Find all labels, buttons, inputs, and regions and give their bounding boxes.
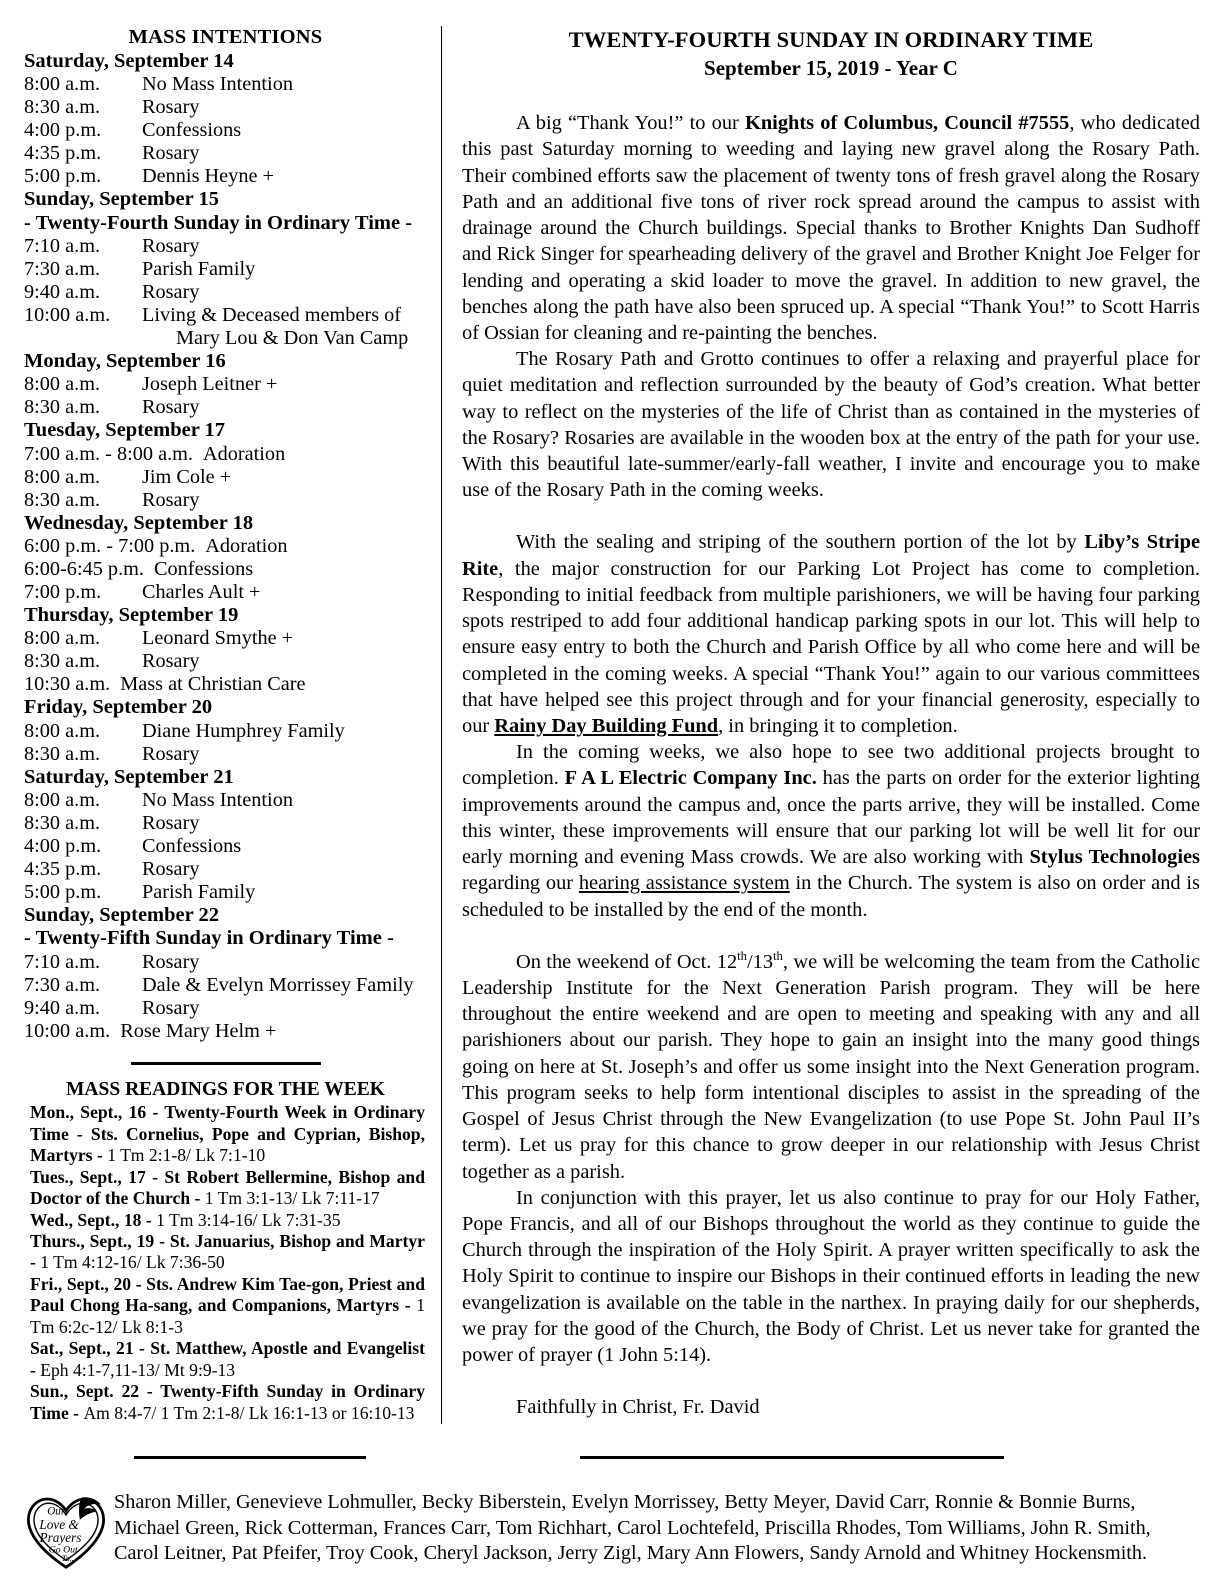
prayer-names-list — [114, 1490, 1200, 1567]
page-title: TWENTY-FOURTH SUNDAY IN ORDINARY TIME — [568, 27, 1094, 52]
mass-reading-item — [24, 1338, 427, 1381]
mass-entry-time: 10:30 a.m. — [24, 673, 111, 696]
mass-entry-row — [24, 396, 427, 419]
paragraph-run: In the coming weeks, we also hope to see two additional projects brought to completion. — [462, 741, 1200, 790]
footer-divider-left — [134, 1456, 366, 1459]
mass-entry-row — [24, 443, 427, 466]
mass-entry-row — [24, 535, 427, 558]
paragraph-run: regarding our — [462, 872, 579, 895]
mass-entry-event: Joseph Leitner + — [142, 373, 278, 396]
mass-entry-time: 7:00 a.m. - 8:00 a.m. — [24, 442, 193, 465]
mass-entry-time: 8:30 a.m. — [24, 812, 101, 835]
paragraph-run: The Rosary Path and Grotto continues to offer a relaxing and prayerful place for quiet meditation and reflection surrounded by the beauty of God’s creation. What better way to reflect on the mysteries of the life of Christ than as contained in the mysteries of the Rosary? Rosaries are available in the wooden box at the entry of the path for your use. With this beautiful late-summer/early-fall weather, I invite and encourage you to make use of the Rosary Path in the coming weeks. — [462, 348, 1200, 502]
mass-entry-event: Rosary — [142, 858, 200, 881]
paragraph-run: has the parts on order for the exterior lighting improvements around the campus and, once the parts arrive, they will be installed. Come this winter, these improvements will ensure that our parking lot will be well lit for our early morning and evening Mass crowds. We are also working with — [462, 767, 1200, 869]
mass-readings-list — [24, 1102, 427, 1424]
mass-entry-time: 8:30 a.m. — [24, 396, 101, 419]
svg-text:Go Out: Go Out — [48, 1544, 78, 1556]
mass-entry-event: Adoration — [202, 442, 286, 465]
mass-entry-event: Rosary — [142, 96, 200, 119]
mass-day-heading: Tuesday, September 17 — [24, 419, 226, 442]
mass-entry-row — [24, 581, 427, 604]
mass-day-heading: Saturday, September 21 — [24, 765, 234, 788]
mass-reading-label: Tues., Sept., 17 - St Robert Bellermine, Bishop and Doctor of the Church - — [30, 1166, 425, 1209]
mass-entry-continuation: Mary Lou & Don Van Camp — [176, 327, 409, 350]
bulletin-article-column — [442, 26, 1200, 1420]
mass-entry-time: 7:30 a.m. — [24, 257, 101, 280]
svg-text:Prayers: Prayers — [39, 1530, 82, 1546]
mass-entry-row — [24, 142, 427, 165]
knights-paragraph — [462, 110, 1200, 346]
mass-entry-event: Rosary — [142, 280, 200, 303]
mass-entry-row — [24, 258, 427, 281]
mass-reading-label: Sun., Sept. 22 - Twenty-Fifth Sunday in Ordinary Time - — [30, 1381, 425, 1423]
mass-reading-label: Mon., Sept., 16 - Twenty-Fourth Week in Ordinary Time - Sts. Cornelius, Pope and Cyprian, Bishop, Martyrs - — [30, 1102, 425, 1166]
paragraph-run: A big “Thank You!” to our — [516, 112, 745, 135]
mass-entry-event: Mass at Christian Care — [120, 673, 306, 696]
prayer-list-body — [24, 1490, 1200, 1570]
mass-entry-row — [24, 489, 427, 512]
mass-entry-row — [24, 881, 427, 904]
mass-day-heading: Friday, September 20 — [24, 696, 213, 719]
mass-entry-time: 4:35 p.m. — [24, 142, 102, 165]
mass-intentions-column — [24, 26, 442, 1424]
mass-reading-item — [24, 1231, 427, 1274]
paragraph-run: th — [737, 948, 747, 963]
mass-entry-event: Jim Cole + — [142, 465, 232, 488]
paragraph-run: hearing assistance system — [578, 872, 790, 895]
footer-divider-right — [580, 1456, 1004, 1459]
mass-intentions-list — [24, 50, 427, 1043]
paragraph-run: , in bringing it to completion. — [718, 715, 958, 737]
mass-day-heading: Sunday, September 15 — [24, 188, 219, 211]
mass-entry-time: 8:00 a.m. — [24, 789, 101, 812]
next-generation-paragraph — [462, 949, 1200, 1185]
mass-entry-row — [24, 627, 427, 650]
mass-reading-item — [24, 1102, 427, 1166]
mass-entry-event: Adoration — [205, 535, 288, 558]
mass-intentions-title: MASS INTENTIONS — [128, 26, 323, 48]
mass-day-heading: Sunday, September 22 — [24, 904, 219, 927]
mass-entry-event: No Mass Intention — [142, 789, 293, 812]
mass-entry-row — [24, 720, 427, 743]
paragraph-run: th — [773, 948, 783, 963]
signature-line: Faithfully in Christ, Fr. David — [516, 1396, 760, 1419]
mass-day-subheading: - Twenty-Fourth Sunday in Ordinary Time - — [24, 211, 413, 234]
mass-entry-time: 7:10 a.m. — [24, 950, 101, 973]
paragraph-run: F A L Electric Company Inc. — [564, 767, 817, 790]
mass-entry-time: 6:00-6:45 p.m. — [24, 558, 144, 581]
mass-entry-time: 5:00 p.m. — [24, 165, 102, 188]
mass-entry-event: Rosary — [142, 650, 200, 673]
mass-entry-row — [24, 858, 427, 881]
mass-entry-time: 8:00 a.m. — [24, 719, 101, 742]
rosary-path-paragraph — [462, 346, 1200, 503]
mass-day-subheading: - Twenty-Fifth Sunday in Ordinary Time - — [24, 927, 394, 950]
mass-reading-citation: 1 Tm 3:1-13/ Lk 7:11-17 — [204, 1188, 380, 1209]
mass-reading-item — [24, 1210, 427, 1231]
mass-entry-time: 8:30 a.m. — [24, 650, 101, 673]
mass-day-heading: Thursday, September 19 — [24, 604, 239, 627]
mass-entry-event: Rosary — [142, 742, 200, 765]
paragraph-run: With the sealing and striping of the southern portion of the lot by — [516, 531, 1085, 554]
mass-entry-time: 7:00 p.m. — [24, 581, 102, 604]
mass-reading-item — [24, 1381, 427, 1424]
paragraph-run: , who dedicated this past Saturday morning to weeding and laying new gravel along the Rosary Path. Their combined efforts saw the placement of twenty tons of fresh gravel along the Rosary Path and an additional five tons of river rock spread around the campus to assist with drainage around the Church buildings. Special thanks to Brother Knights Dan Sudhoff and Rick Singer for spearheading delivery of the gravel and Brother Knight Joe Felger for lending and operating a skid loader to move the gravel. In addition to new gravel, the benches along the path have also been spruced up. A special “Thank You!” to Scott Harris of Ossian for cleaning and re-painting the benches. — [462, 112, 1201, 344]
mass-reading-item — [24, 1167, 427, 1210]
prayer-names-line: Carol Leitner, Pat Pfeifer, Troy Cook, Cheryl Jackson, Jerry Zigl, Mary Ann Flowers, Sandy Arnold and Whitney Hockensmith. — [114, 1542, 1148, 1565]
mass-entry-time: 5:00 p.m. — [24, 881, 102, 904]
mass-entry-event: Rosary — [142, 950, 200, 973]
mass-entry-row — [24, 812, 427, 835]
bulletin-columns — [24, 26, 1201, 1423]
paragraph-run: , the major construction for our Parking Lot Project has come to completion. Responding to initial feedback from multiple parishioners, we will be having four parking spots restriped to add four additional handicap parking spots in our lot. This will help to ensure easy entry to both the Church and Parish Office by all who come here and will be completed in the coming weeks. A special “Thank You!” again to our various committees that have helped see this project through and for your financial generosity, especially to our — [462, 557, 1200, 737]
mass-entry-row — [24, 235, 427, 258]
mass-entry-event: Parish Family — [142, 881, 256, 904]
mass-entry-event: Diane Humphrey Family — [142, 719, 345, 742]
bulletin-date: September 15, 2019 - Year C — [704, 56, 958, 80]
paragraph-run: Stylus Technologies — [1029, 846, 1200, 869]
mass-reading-citation: 1 Tm 6:2c-12/ Lk 8:1-3 — [30, 1295, 425, 1337]
pastor-letter — [462, 110, 1200, 1368]
mass-entry-time: 7:30 a.m. — [24, 973, 101, 996]
mass-entry-row — [24, 951, 427, 974]
mass-entry-event: Confessions — [154, 558, 254, 581]
mass-entry-time: 7:10 a.m. — [24, 234, 101, 257]
footer-dividers — [24, 1450, 1200, 1472]
mass-entry-row — [24, 743, 427, 766]
paragraph-run: in the Church. The system is also on order and is scheduled to be installed by the end of the month. — [462, 872, 1200, 921]
mass-reading-label: Thurs., Sept., 19 - St. Januarius, Bishop and Martyr - — [30, 1231, 425, 1273]
mass-reading-item — [24, 1274, 427, 1338]
paragraph-run: /13 — [746, 950, 774, 973]
mass-entry-row — [24, 119, 427, 142]
mass-entry-row — [24, 373, 427, 396]
mass-entry-row — [24, 304, 427, 327]
paragraph-run: Liby’s Stripe Rite — [462, 531, 1200, 580]
mass-entry-row — [24, 165, 427, 188]
mass-entry-row — [24, 997, 427, 1020]
prayer-list-footer — [24, 1450, 1200, 1570]
mass-entry-time: 8:30 a.m. — [24, 96, 101, 119]
mass-entry-time: 8:30 a.m. — [24, 742, 101, 765]
prayer-paragraph — [462, 1185, 1200, 1369]
paragraph-run: Rainy Day Building Fund — [494, 715, 719, 737]
mass-entry-row — [24, 650, 427, 673]
mass-entry-row — [24, 466, 427, 489]
mass-entry-event: Charles Ault + — [142, 581, 261, 604]
parking-lot-paragraph — [462, 529, 1200, 739]
mass-reading-citation: Am 8:4-7/ 1 Tm 2:1-8/ Lk 16:1-13 or 16:10-13 — [83, 1402, 415, 1423]
mass-entry-row — [24, 974, 427, 997]
mass-entry-event: Rosary — [142, 996, 200, 1019]
mass-entry-row — [24, 281, 427, 304]
mass-readings-title: MASS READINGS FOR THE WEEK — [66, 1078, 385, 1100]
svg-text:Our: Our — [47, 1505, 66, 1518]
mass-reading-citation: 1 Tm 2:1-8/ Lk 7:1-10 — [107, 1145, 266, 1166]
mass-entry-time: 9:40 a.m. — [24, 280, 101, 303]
mass-entry-event: Rosary — [142, 396, 200, 419]
paragraph-run: , we will be welcoming the team from the Catholic Leadership Institute for the Next Generation Parish program. They will be here throughout the entire weekend and are open to meeting and speaking with any and all parishioners about our parish. They hope to gain an insight into the many good things going on here at St. Joseph’s and offer us some insight into the Next Generation program. This program seeks to help form intentional disciples to assist in the spreading of the Gospel of Jesus Christ through the New Evangelization (to use Pope St. John Paul II’s term). Let us pray for this chance to grow deeper in our relationship with Jesus Christ together as a parish. — [462, 950, 1200, 1183]
mass-entry-row — [24, 673, 427, 696]
mass-entry-row — [24, 73, 427, 96]
paragraph-run: In conjunction with this prayer, let us also continue to pray for our Holy Father, Pope Francis, and all of our Bishops throughout the world as they continue to guide the Church through the inspiration of the Holy Spirit. A prayer written specifically to ask the Holy Spirit to continue to inspire our Bishops in their continued efforts in leading the new evangelization is available on the table in the narthex. In praying daily for our shepherds, we pray for the good of the Church, the Body of Christ. Let us never take for granted the power of prayer (1 John 5:14). — [462, 1186, 1200, 1367]
mass-entry-event: Confessions — [142, 835, 242, 858]
mass-entry-event: Living & Deceased members of — [142, 304, 402, 326]
mass-entry-row — [24, 96, 427, 119]
mass-entry-time: 4:00 p.m. — [24, 119, 102, 142]
mass-entry-event: Rosary — [142, 812, 200, 835]
paragraph-run: Knights of Columbus, Council #7555 — [744, 112, 1070, 135]
mass-entry-event: Dale & Evelyn Morrissey Family — [142, 973, 414, 996]
mass-entry-event: Leonard Smythe + — [142, 627, 294, 650]
mass-reading-label: Wed., Sept., 18 - — [30, 1209, 157, 1230]
mass-entry-event: Rosary — [142, 142, 200, 165]
projects-paragraph — [462, 739, 1200, 923]
mass-entry-event: Rose Mary Helm + — [120, 1019, 277, 1042]
prayer-names-line: Michael Green, Rick Cotterman, Frances Carr, Tom Richhart, Carol Lochtefeld, Priscilla Rhodes, Tom Williams, John R. Smith, — [114, 1516, 1151, 1539]
mass-entry-time: 10:00 a.m. — [24, 304, 111, 326]
mass-reading-citation: 1 Tm 3:14-16/ Lk 7:31-35 — [156, 1209, 341, 1230]
mass-day-heading: Saturday, September 14 — [24, 49, 234, 72]
mass-entry-row — [24, 558, 427, 581]
mass-entry-time: 4:00 p.m. — [24, 835, 102, 858]
mass-day-heading: Monday, September 16 — [24, 350, 226, 373]
mass-reading-citation: Eph 4:1-7,11-13/ Mt 9:9-13 — [40, 1359, 236, 1380]
love-and-prayers-heart-icon — [24, 1492, 108, 1570]
mass-entry-row — [24, 835, 427, 858]
section-divider — [131, 1062, 321, 1065]
mass-entry-event: Confessions — [142, 119, 242, 142]
mass-entry-time: 8:00 a.m. — [24, 465, 101, 488]
mass-day-heading: Wednesday, September 18 — [24, 511, 254, 534]
mass-reading-label: Fri., Sept., 20 - Sts. Andrew Kim Tae-gon, Priest and Paul Chong Ha-sang, and Companions, Martyrs - — [30, 1273, 425, 1316]
mass-entry-time: 8:00 a.m. — [24, 627, 101, 650]
mass-entry-row — [24, 1020, 427, 1043]
mass-entry-time: 8:00 a.m. — [24, 373, 101, 396]
mass-entry-event: Parish Family — [142, 257, 256, 280]
mass-reading-label: Sat., Sept., 21 - St. Matthew, Apostle and Evangelist - — [30, 1338, 425, 1380]
svg-text:Love &: Love & — [39, 1516, 79, 1532]
mass-entry-event: No Mass Intention — [142, 73, 293, 96]
mass-entry-time: 6:00 p.m. - 7:00 p.m. — [24, 535, 196, 558]
mass-entry-time: 8:00 a.m. — [24, 73, 101, 96]
mass-entry-time: 9:40 a.m. — [24, 996, 101, 1019]
mass-entry-event: Dennis Heyne + — [142, 165, 274, 188]
mass-entry-event: Rosary — [142, 234, 200, 257]
mass-entry-time: 10:00 a.m. — [24, 1019, 111, 1042]
prayer-names-line: Sharon Miller, Genevieve Lohmuller, Becky Biberstein, Evelyn Morrissey, Betty Meyer, David Carr, Ronnie & Bonnie Burns, — [114, 1491, 1136, 1513]
mass-reading-citation: 1 Tm 4:12-16/ Lk 7:36-50 — [40, 1252, 225, 1273]
mass-entry-row — [24, 789, 427, 812]
mass-entry-time: 4:35 p.m. — [24, 858, 102, 881]
mass-entry-time: 8:30 a.m. — [24, 488, 101, 511]
mass-entry-event: Rosary — [142, 488, 200, 511]
svg-text:To...: To... — [61, 1553, 76, 1563]
paragraph-run: On the weekend of Oct. 12 — [516, 950, 738, 973]
